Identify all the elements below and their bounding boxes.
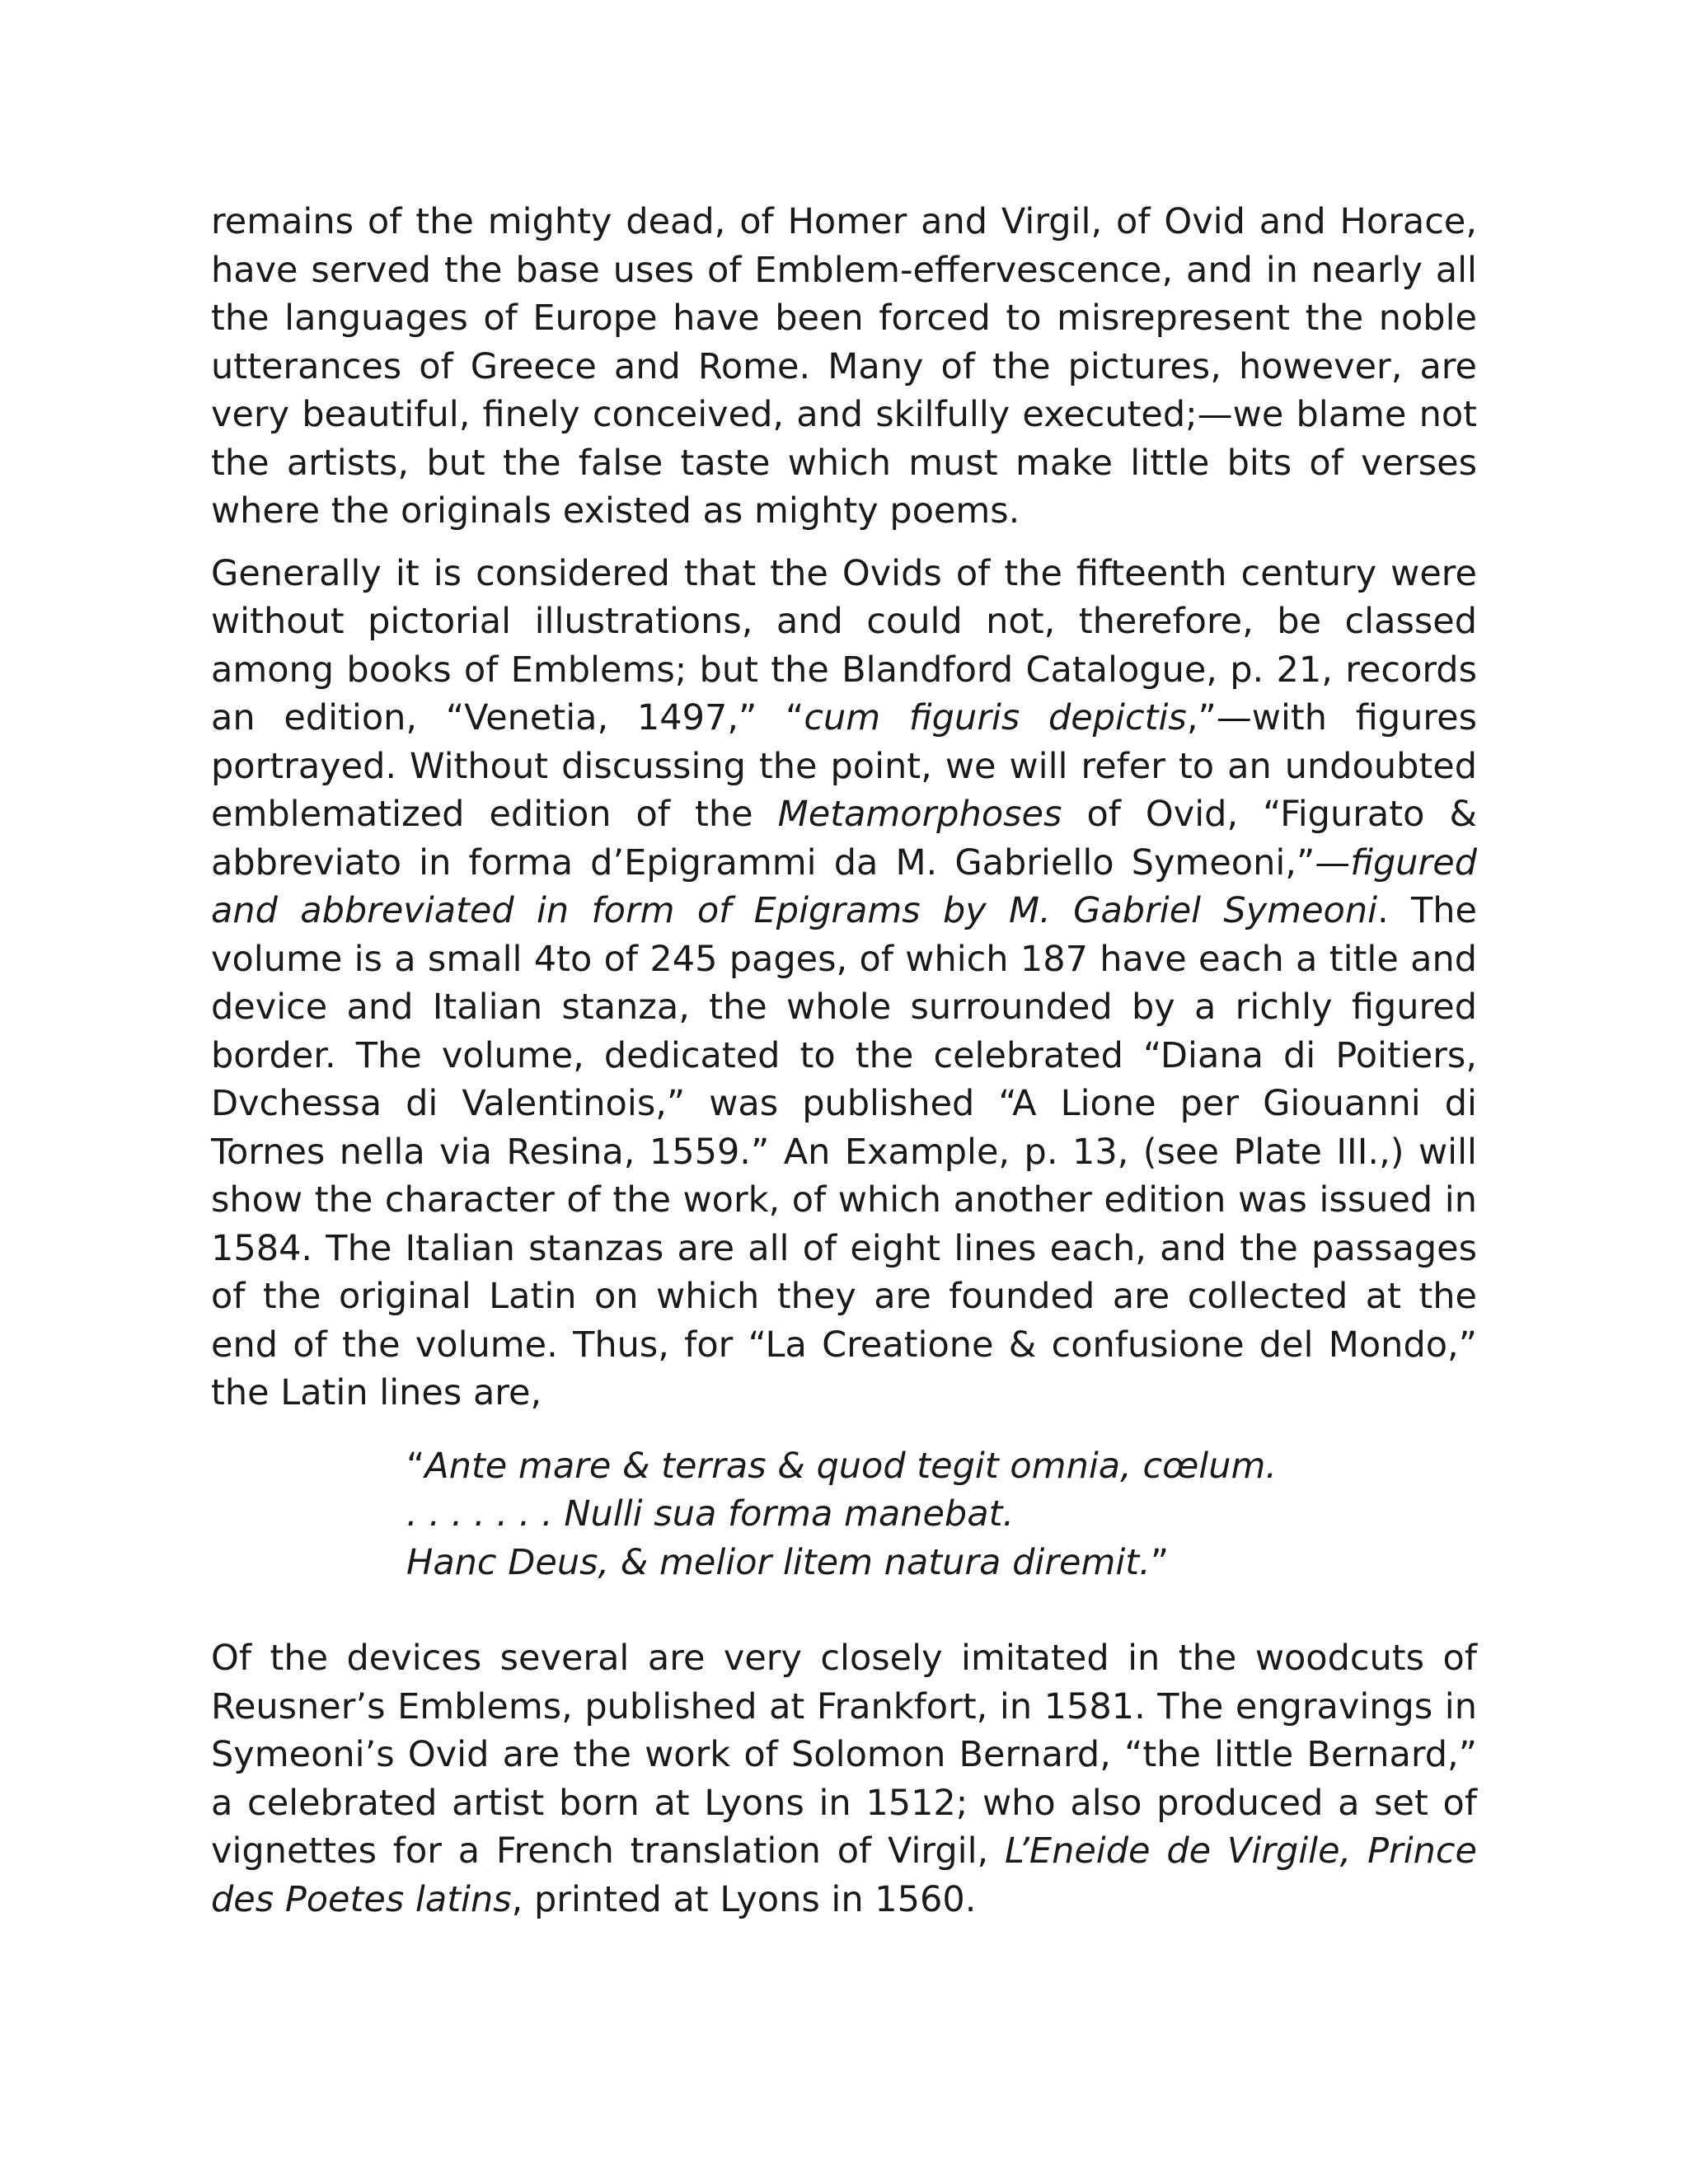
quote-line-text: . . . . . . . Nulli sua forma manebat. <box>406 1493 1015 1535</box>
page-body <box>211 198 1477 1924</box>
italic-run: cum figuris depictis <box>804 697 1187 738</box>
quote-line-1 <box>406 1442 1477 1491</box>
paragraph-1 <box>211 198 1477 536</box>
quote-line-text: Ante mare & terras & quod tegit omnia, cœlum. <box>424 1445 1278 1487</box>
quote-line-2 <box>406 1490 1477 1539</box>
text-run: ,”—with figures portrayed. Without discussing the point, we will refer to an undoubted emblematized edition of the <box>211 697 1477 835</box>
italic-run: L’Eneide de Virgile, Prince des Poetes latins <box>211 1830 1477 1920</box>
text-run: of Ovid, “Figurato & abbreviato in forma d’Epigrammi da M. Gabriello Symeoni,”— <box>211 794 1477 883</box>
text-run: Of the devices several are very closely imitated in the woodcuts of Reusner’s Emblems, published at Frankfort, in 1581. The engravings in Symeoni’s Ovid are the work of Solomon Bernard, “the little Bernard,” a celebrated artist born at Lyons in 1512; who also produced a set of vignettes for a French translation of Virgil, <box>211 1638 1477 1872</box>
text-run: . The volume is a small 4to of 245 pages, of which 187 have each a title and device and Italian stanza, the whole surrounded by a richly figured border. The volume, dedicated to the celebrated “Diana di Poitiers, Dvchessa di Valentinois,” was published “A Lione per Giouanni di Tornes nella via Resina, 1559.” An Example, p. 13, (see Plate III.,) will show the character of the work, of which another edition was issued in 1584. The Italian stanzas are all of eight lines each, and the passages of the original Latin on which they are founded are collected at the end of the volume. Thus, for “La Creatione & confusione del Mondo,” the Latin lines are, <box>211 890 1477 1413</box>
quote-line-text: Hanc Deus, & melior litem natura diremit. <box>406 1541 1151 1583</box>
open-quote-mark: “ <box>406 1445 425 1487</box>
text-run: Generally it is considered that the Ovids of the fifteenth century were without pictorial illustrations, and could not, therefore, be classed among books of Emblems; but the Blandford Catalogue, p. 21, records an edition, “Venetia, 1497,” “ <box>211 552 1477 738</box>
quote-line-3 <box>406 1539 1477 1587</box>
italic-run: figured and abbreviated in form of Epigrams by M. Gabriel Symeoni <box>211 841 1477 931</box>
close-quote-mark: ” <box>1150 1541 1170 1583</box>
latin-quote <box>406 1442 1477 1587</box>
text-run: , printed at Lyons in 1560. <box>511 1878 977 1920</box>
paragraph-3 <box>211 1634 1477 1924</box>
paragraph-2 <box>211 550 1477 1418</box>
text-run: remains of the mighty dead, of Homer and Virgil, of Ovid and Horace, have served the base uses of Emblem-effervescence, and in nearly all the languages of Europe have been forced to misrepresent the noble utterances of Greece and Rome. Many of the pictures, however, are very beautiful, finely conceived, and skilfully executed;—we blame not the artists, but the false taste which must make little bits of verses where the originals existed as mighty poems. <box>211 201 1477 532</box>
italic-run: Metamorphoses <box>777 794 1062 835</box>
